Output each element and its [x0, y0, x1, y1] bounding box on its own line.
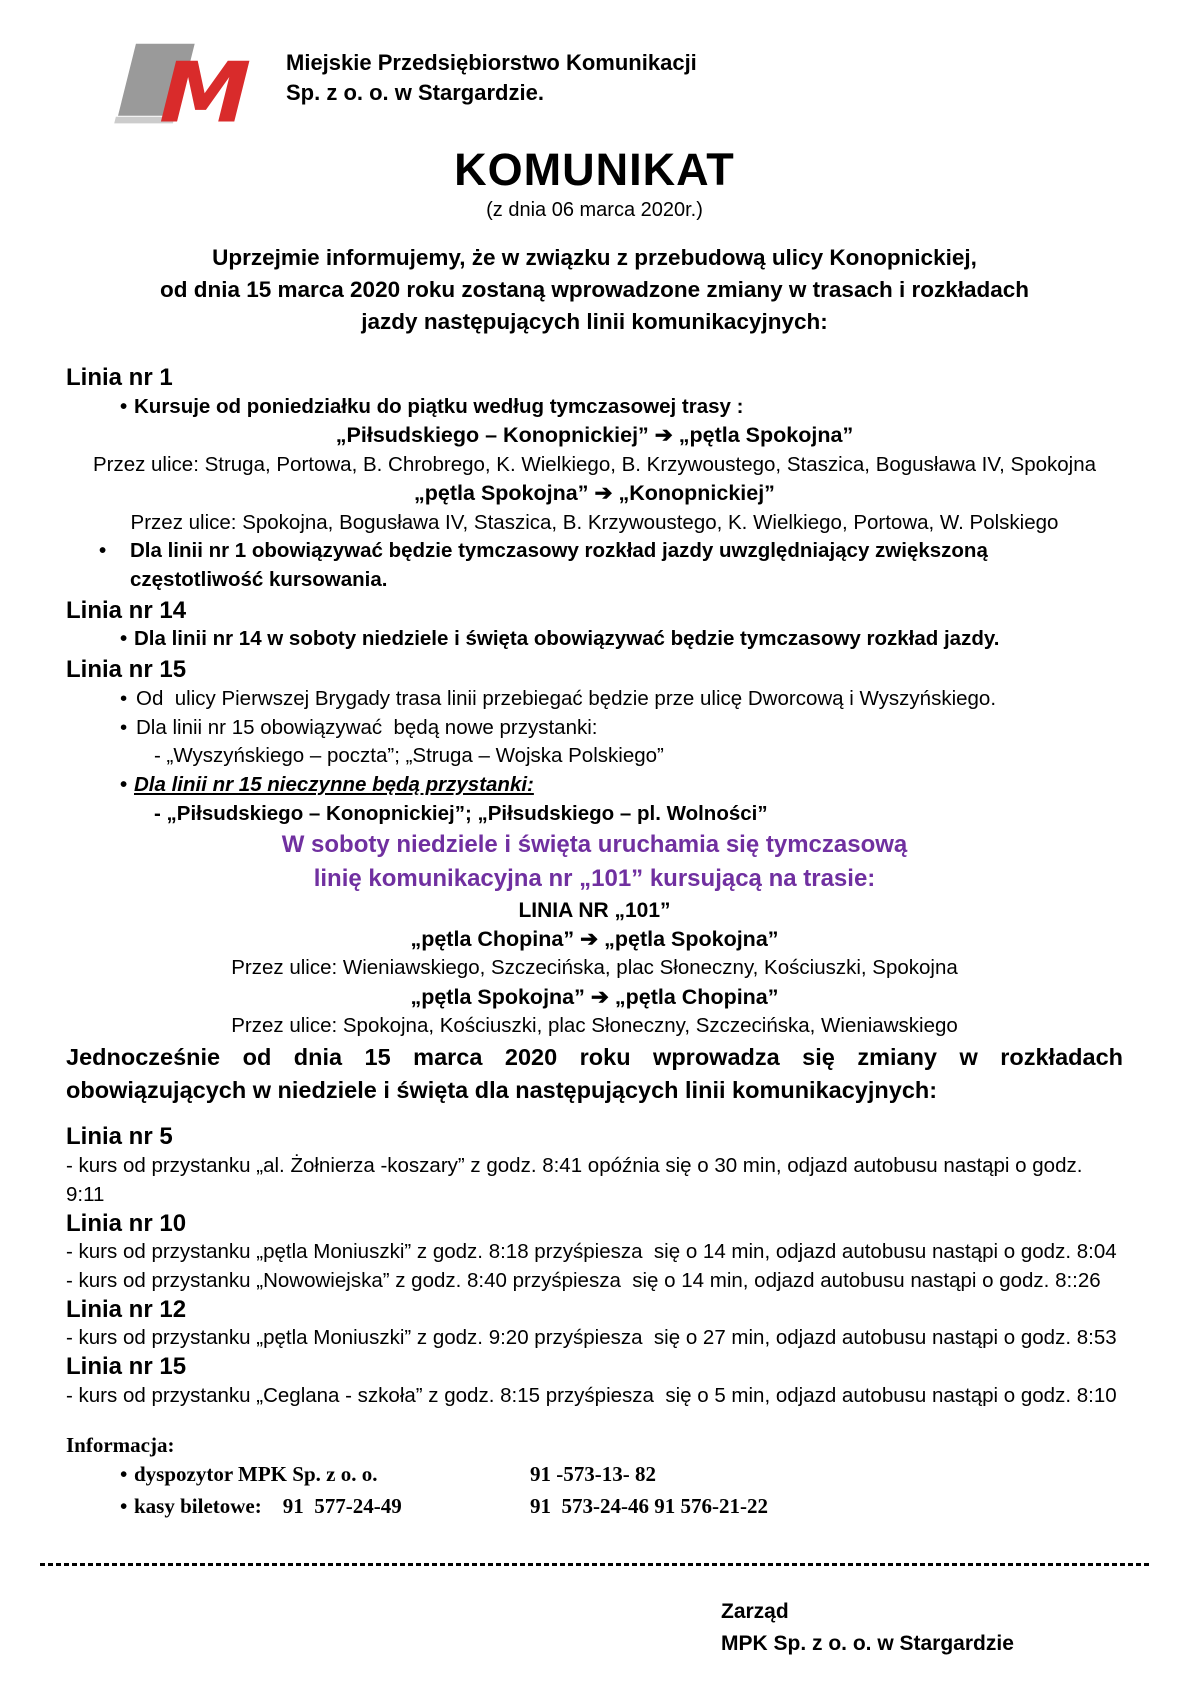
linia10-change-line2: - kurs od przystanku „Nowowiejska” z godz. 8:40 przyśpiesza się o 14 min, odjazd autobusu nastąpi o godz. 8::26: [66, 1269, 1101, 1292]
company-name-line2: Sp. z o. o. w Stargardzie.: [286, 79, 544, 105]
svg-text:M: M: [147, 43, 255, 130]
route-from: „pętla Spokojna”: [410, 984, 585, 1009]
linia14-bullet-timetable-text: Dla linii nr 14 w soboty niedziele i święta obowiązywać będzie tymczasowy rozkład jazdy.: [134, 627, 1000, 651]
linia15-bullet-closed-stops: [120, 771, 1123, 800]
info-dispatcher-label: dyspozytor MPK Sp. z o. o.: [134, 1461, 378, 1486]
schedule-change-line2: obowiązujących w niedziele i święta dla następujących linii komunikacyjnych:: [66, 1076, 938, 1103]
intro-paragraph: [66, 242, 1123, 338]
linia15-bullet-route: [120, 685, 1123, 714]
bullet-icon: •: [99, 539, 107, 563]
arrow-right-icon: ➔: [654, 423, 673, 448]
route-to: „pętla Chopina”: [614, 984, 779, 1009]
linia1-bullet-timetable-text: Dla linii nr 1 obowiązywać będzie tymczasowy rozkład jazdy uwzględniający zwiększoną częstotliwość kursowania.: [130, 539, 988, 591]
linia15-bullet-new-stops: [120, 714, 1123, 743]
linia1-bullet-schedule: [120, 393, 1123, 422]
linia15-bullet-route-text: Od ulicy Pierwszej Brygady trasa linii przebiegać będzie prze ulicę Dworcową i Wyszyńskiego.: [136, 686, 997, 710]
bullet-icon: •: [120, 772, 128, 796]
date-note: (z dnia 06 marca 2020r.): [486, 199, 703, 221]
linia14-bullet-timetable: [120, 625, 1123, 654]
linia15-bullet-new-stops-text: Dla linii nr 15 obowiązywać będą nowe przystanki:: [136, 715, 598, 739]
info-dispatcher-phone: 91 -573-13- 82: [530, 1461, 656, 1486]
info-ticket-offices-label: kasy biletowe: 91 577-24-49: [134, 1494, 402, 1519]
arrow-right-icon: ➔: [590, 984, 609, 1009]
temp-line-route-outbound: [66, 925, 1123, 955]
info-row-ticket-offices: [120, 1490, 1123, 1523]
signature-line1: Zarząd: [721, 1600, 789, 1623]
temp-line-announcement-line1: W soboty niedziele i święta uruchamia się tymczasową: [281, 831, 908, 859]
section-heading-linia-1: Linia nr 1: [66, 363, 173, 391]
linia1-bullet-timetable: [95, 537, 1123, 594]
temp-line-streets-outbound: Przez ulice: Wieniawskiego, Szczecińska, plac Słoneczny, Kościuszki, Spokojna: [231, 956, 958, 980]
arrow-right-icon: ➔: [594, 481, 613, 506]
intro-line1: Uprzejmie informujemy, że w związku z przebudową ulicy Konopnickiej,: [212, 245, 977, 270]
intro-line3: jazdy następujących linii komunikacyjnych:: [361, 308, 828, 334]
bullet-icon: •: [120, 1461, 128, 1486]
route-to: „pętla Spokojna”: [604, 926, 779, 951]
linia15-change-line: - kurs od przystanku „Ceglana - szkoła” z godz. 8:15 przyśpiesza się o 5 min, odjazd autobusu nastąpi o godz. 8:10: [66, 1383, 1117, 1407]
section-heading-linia-14: Linia nr 14: [66, 596, 187, 624]
bullet-icon: •: [120, 715, 128, 739]
linia15-new-stops-list: - „Wyszyńskiego – poczta”; „Struga – Wojska Polskiego”: [154, 744, 664, 768]
route-from: „pętla Spokojna”: [414, 481, 589, 506]
section-heading-linia-10: Linia nr 10: [66, 1209, 187, 1237]
dashed-separator: [40, 1563, 1149, 1566]
linia1-route-return: [66, 479, 1123, 509]
section-heading-linia-5: Linia nr 5: [66, 1123, 173, 1151]
linia1-route-outbound: [66, 421, 1123, 451]
route-from: „Piłsudskiego – Konopnickiej”: [335, 423, 649, 448]
temp-line-streets-return: Przez ulice: Spokojna, Kościuszki, plac Słoneczny, Szczecińska, Wieniawskiego: [231, 1014, 958, 1038]
mpk-logo-icon: [96, 40, 264, 130]
company-name-line1: Miejskie Przedsiębiorstwo Komunikacji: [286, 50, 697, 75]
linia1-bullet-schedule-text: Kursuje od poniedziałku do piątku według tymczasowej trasy :: [134, 394, 744, 418]
route-from: „pętla Chopina”: [410, 926, 575, 951]
arrow-right-icon: ➔: [580, 926, 599, 951]
signature-line2: MPK Sp. z o. o. w Stargardzie: [721, 1631, 1014, 1655]
bullet-icon: •: [120, 686, 128, 710]
signature-block: [721, 1596, 1014, 1659]
schedule-change-line1: Jednocześnie od dnia 15 marca 2020 roku wprowadza się zmiany w rozkładach: [66, 1043, 1123, 1070]
schedule-change-paragraph: [66, 1041, 1123, 1108]
linia12-change-line: - kurs od przystanku „pętla Moniuszki” z godz. 9:20 przyśpiesza się o 27 min, odjazd autobusu nastąpi o godz. 8:53: [66, 1326, 1117, 1350]
section-heading-linia-12: Linia nr 12: [66, 1295, 187, 1323]
intro-line2: od dnia 15 marca 2020 roku zostaną wprowadzone zmiany w trasach i rozkładach: [159, 276, 1030, 302]
document-header: [96, 40, 1123, 130]
linia10-change-line1: - kurs od przystanku „pętla Moniuszki” z godz. 8:18 przyśpiesza się o 14 min, odjazd autobusu nastąpi o godz. 8:04: [66, 1240, 1117, 1264]
info-block: [66, 1433, 1123, 1523]
section-heading-linia-15-changes: Linia nr 15: [66, 1353, 187, 1381]
info-ticket-offices-phone: 91 573-24-46 91 576-21-22: [530, 1494, 768, 1519]
linia1-streets-return: Przez ulice: Spokojna, Bogusława IV, Staszica, B. Krzywoustego, K. Wielkiego, Portowa, W. Polskiego: [130, 510, 1059, 534]
linia5-change-line: - kurs od przystanku „al. Żołnierza -koszary” z godz. 8:41 opóźnia się o 30 min, odjazd autobusu nastąpi o godz. 9:11: [66, 1154, 1089, 1206]
linia1-streets-outbound: Przez ulice: Struga, Portowa, B. Chrobrego, K. Wielkiego, B. Krzywoustego, Staszica, Bogusława IV, Spokojna: [92, 452, 1097, 476]
temp-line-name: LINIA NR „101”: [518, 899, 671, 923]
company-name: [286, 40, 697, 107]
linia15-closed-stops-list: - „Piłsudskiego – Konopnickiej”; „Piłsudskiego – pl. Wolności”: [154, 801, 768, 825]
bullet-icon: •: [120, 1494, 128, 1519]
temp-line-announcement: [66, 828, 1123, 895]
temp-line-announcement-line2: linię komunikacyjna nr „101” kursującą na trasie:: [313, 864, 876, 892]
linia15-bullet-closed-stops-text: Dla linii nr 15 nieczynne będą przystanki:: [134, 772, 534, 796]
page-title: KOMUNIKAT: [454, 144, 735, 195]
bullet-icon: •: [120, 627, 128, 651]
route-to: „pętla Spokojna”: [678, 423, 854, 448]
section-heading-linia-15: Linia nr 15: [66, 656, 187, 684]
bullet-icon: •: [120, 394, 128, 418]
route-to: „Konopnickiej”: [618, 481, 775, 506]
temp-line-route-return: [66, 983, 1123, 1013]
info-heading: Informacja:: [66, 1432, 175, 1457]
info-row-dispatcher: [120, 1458, 1123, 1491]
